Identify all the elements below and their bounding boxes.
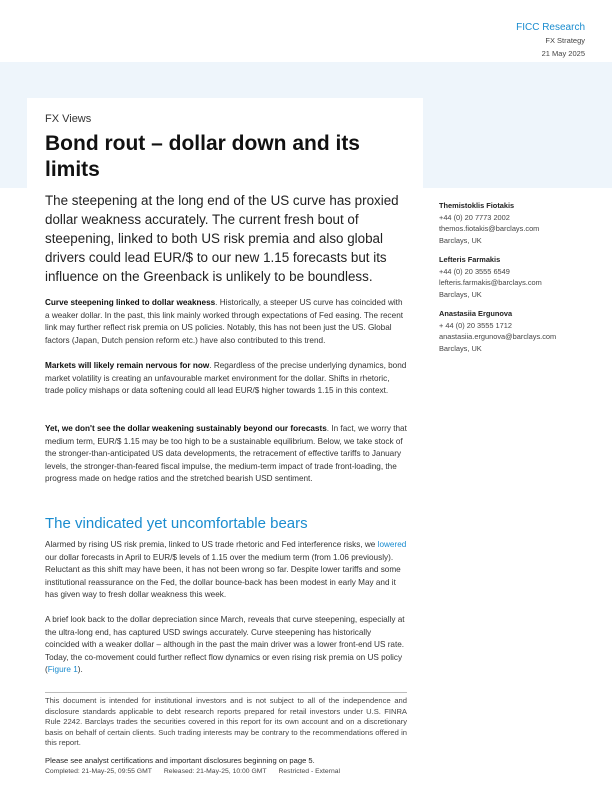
report-date: 21 May 2025 [541, 49, 585, 58]
restriction: Restricted - External [278, 768, 341, 775]
paragraph-lead: Curve steepening linked to dollar weakness [45, 298, 216, 307]
author [439, 200, 589, 246]
kicker: FX Views [45, 113, 92, 125]
paragraph-text: . Historically, a steeper US curve has coincided with a weaker dollar. In the past, this link mainly worked through expectations of Fed easing. The recent link may further reflect risk premia on US policies. Notably, this has not been just the US. Global factors (Japan, Dutch pension reform etc.) have also contributed to this trend. [45, 298, 404, 345]
author-org: Barclays, UK [439, 289, 482, 299]
paragraph-lead: Yet, we don't see the dollar weakening sustainably beyond our forecasts [45, 424, 327, 433]
paragraph-text: . Regardless of the precise underlying dynamics, bond market volatility is creating an unfavourable market environment for the dollar. Shifts in rhetoric, trade policy mishaps or data softening could all lead EUR/$ higher towards 1.15 in this context. [45, 361, 407, 395]
divider [45, 692, 407, 693]
disclaimer: This document is intended for institutional investors and is not subject to all of the independence and disclosure standards applicable to debt research reports prepared for retail investors under U.S. FINRA Rule 2242. Barclays trades the securities covered in this report for its own account and on a discretionary basis on behalf of certain clients. Such trading interests may be contrary to the recommendations offered in this report. [45, 696, 407, 747]
text: Alarmed by rising US risk premia, linked to US trade rhetoric and Fed interference risks, we [45, 540, 378, 549]
author-org: Barclays, UK [439, 235, 482, 245]
author-name: Anastasiia Ergunova [439, 309, 513, 318]
report-header [516, 22, 585, 59]
author-name: Lefteris Farmakis [439, 255, 501, 264]
lede: The steepening at the long end of the US curve has proxied dollar weakness accurately. The current fresh bout of steepening, linked to both US risk premia and also global drivers could lead EUR/$ to our new 1.15 forecasts but its influence on the Greenback is unlikely to be boundless. [45, 193, 399, 284]
paragraph-3 [45, 423, 407, 486]
paragraph-lead: Markets will likely remain nervous for now [45, 361, 210, 370]
paragraph-2 [45, 360, 407, 398]
author-org: Barclays, UK [439, 343, 482, 353]
released-time: Released: 21-May-25, 10:00 GMT [163, 768, 267, 775]
figure-1-link[interactable]: Figure 1 [47, 665, 78, 674]
lowered-link[interactable]: lowered [377, 540, 407, 549]
text: A brief look back to the dollar depreciation since March, reveals that curve steepening, especially at the ultra-long end, has captured USD swings accurately. Curve steepening has historically coincided with a weaker dollar – although in the past the main driver was a lower front-end US rate. Today, the co-movement could further reflect flow dynamics or even rising risk premia on US policy ( [45, 615, 405, 674]
author-phone: + 44 (0) 20 3555 1712 [439, 320, 512, 330]
page-title: Bond rout – dollar down and its limits [45, 132, 360, 181]
author [439, 308, 589, 354]
completed-time: Completed: 21-May-25, 09:55 GMT [45, 768, 152, 775]
author-email[interactable]: anastasiia.ergunova@barclays.com [439, 332, 557, 341]
author-list [439, 200, 589, 362]
section-paragraph-2 [45, 614, 407, 677]
text: our dollar forecasts in April to EUR/$ levels of 1.15 over the medium term (from 1.06 previously). Reluctant as this shift may have been, it has not been wrong so far. Despite lower tariffs and some institutional reassurance on the Fed, the dollar bounce-back has been modest in early May and it has given way to fresh dollar weakness this week. [45, 552, 401, 599]
author-phone: +44 (0) 20 7773 2002 [439, 212, 510, 222]
analyst-note: Please see analyst certifications and important disclosures beginning on page 5. [45, 756, 315, 765]
section-paragraph-1 [45, 539, 407, 602]
paragraph-1 [45, 297, 407, 347]
section-heading: The vindicated yet uncomfortable bears [45, 515, 308, 532]
paragraph-text: . In fact, we worry that medium term, EUR/$ 1.15 may be too high to be a sustainable equilibrium. Below, we take stock of the stronger-than-anticipated US data developments, the retracement of effective tariffs to January levels, the stronger-than-feared fiscal impulse, the medium-term impact of trade front-loading, the progress made on hedge ratios and the stretched bearish USD sentiment. [45, 424, 407, 483]
author-email[interactable]: themos.fiotakis@barclays.com [439, 224, 540, 233]
text: ). [77, 665, 83, 674]
footer [45, 768, 350, 775]
author-email[interactable]: lefteris.farmakis@barclays.com [439, 278, 542, 287]
department: FICC Research [516, 22, 585, 33]
author-phone: +44 (0) 20 3555 6549 [439, 266, 510, 276]
author-name: Themistoklis Fiotakis [439, 201, 515, 210]
author [439, 254, 589, 300]
series: FX Strategy [545, 36, 585, 45]
